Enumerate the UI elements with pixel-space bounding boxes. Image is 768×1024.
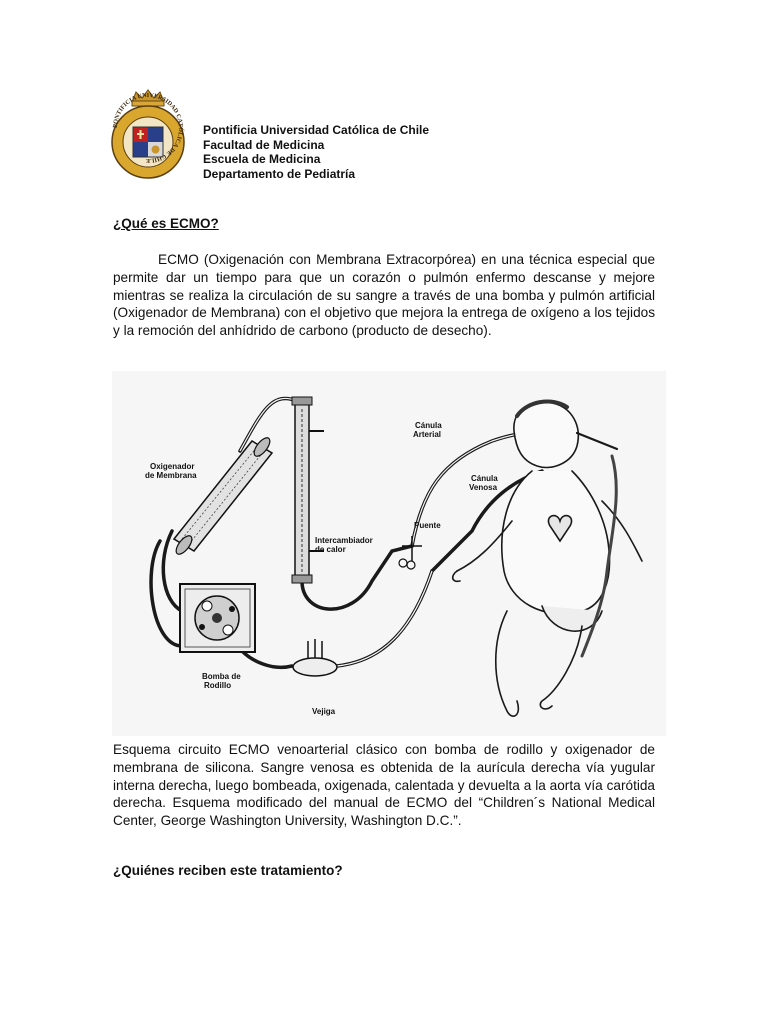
label-arterial-cannula-line2: Arterial xyxy=(413,430,442,439)
label-roller-pump-line2: Rodillo xyxy=(204,681,232,690)
label-arterial-cannula-line1: Cánula xyxy=(415,421,442,430)
figure-caption: Esquema circuito ECMO venoarterial clásico con bomba de rodillo y oxigenador de membrana de silicona. Sangre venosa es obtenida de la aurícula derecha vía yugular interna derecha, luego bombeada, oxigenada, calentada y devuelta a la aorta vía carótida derecha. Esquema modificado del manual de ECMO del “Children´s National Medical Center, George Washington University, Washington D.C.”. xyxy=(113,742,655,829)
section-heading-what-is-ecmo: ¿Qué es ECMO? xyxy=(113,216,219,231)
label-bladder: Vejiga xyxy=(312,707,336,716)
department-name: Departamento de Pediatría xyxy=(203,166,356,181)
label-heat-exchanger-line1: Intercambiador xyxy=(315,536,373,545)
institution-block xyxy=(203,123,429,181)
section-heading-who-receives: ¿Quiénes reciben este tratamiento? xyxy=(113,863,343,878)
faculty-name: Facultad de Medicina xyxy=(203,137,325,152)
label-venous-cannula-line1: Cánula xyxy=(471,474,498,483)
label-roller-pump-line1: Bomba de xyxy=(202,672,241,681)
label-oxygenator-line2: de Membrana xyxy=(145,471,197,480)
label-venous-cannula-line2: Venosa xyxy=(469,483,498,492)
ecmo-circuit-illustration xyxy=(112,371,666,736)
university-seal-logo xyxy=(108,88,188,184)
intro-paragraph: ECMO (Oxigenación con Membrana Extracorpórea) en una técnica especial que permite dar un tiempo para que un corazón o pulmón enfermo descanse y mejore mientras se realiza la circulación de su sangre a través de una bomba y pulmón artificial (Oxigenador de Membrana) con el objetivo que mejora la entrega de oxígeno a los tejidos y la remoción del anhídrido de carbono (producto de desecho). xyxy=(113,252,655,339)
school-name: Escuela de Medicina xyxy=(203,152,321,166)
label-bridge: Puente xyxy=(414,521,441,530)
university-name: Pontificia Universidad Católica de Chile xyxy=(203,123,430,137)
seal-ring-text: PONTIFICIA UNIVERSIDAD CATÓLICA DE CHILE xyxy=(111,91,185,165)
label-heat-exchanger-line2: de calor xyxy=(315,545,346,554)
label-oxygenator-line1: Oxigenador xyxy=(150,462,195,471)
roller-pump xyxy=(180,584,255,652)
